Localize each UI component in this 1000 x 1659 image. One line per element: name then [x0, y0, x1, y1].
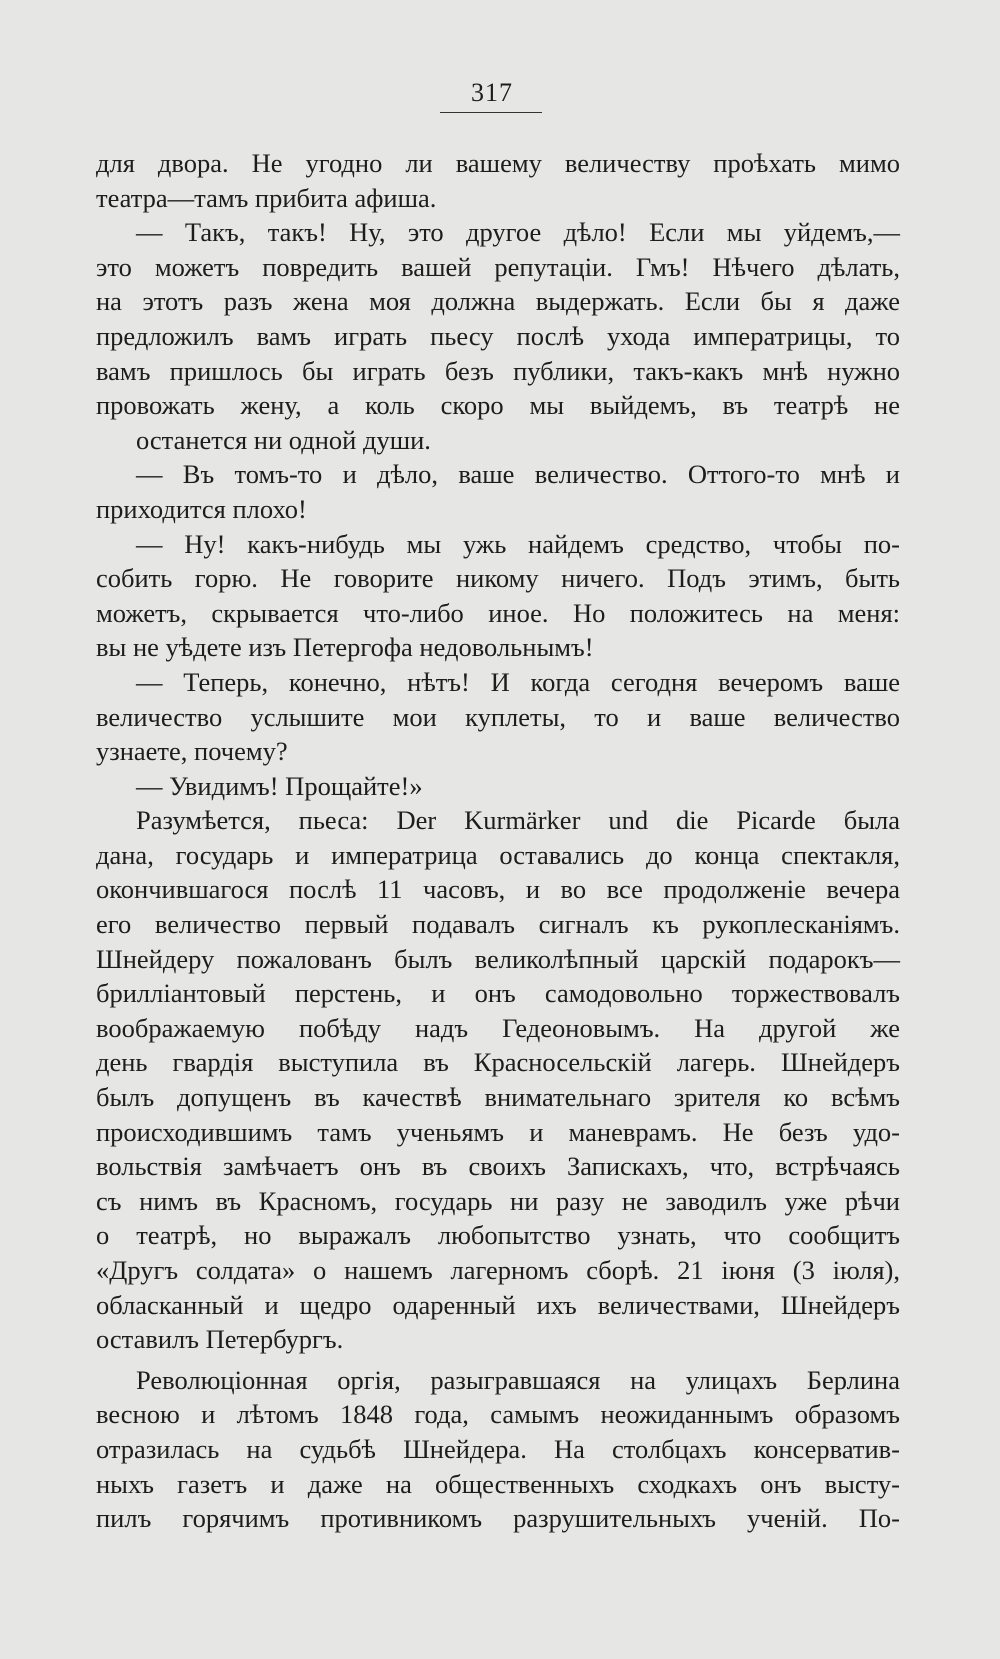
text-line: — Теперь, конечно, нѣтъ! И когда сегодня вечеромъ ваше [136, 666, 900, 697]
text-line: — Ну! какъ-нибудь мы ужь найдемъ средство, чтобы по- [136, 528, 900, 559]
text-line: отразилась на судьбѣ Шнейдера. На столбцахъ консерватив- [96, 1433, 900, 1464]
text-line: происходившимъ тамъ ученьямъ и маневрамъ. Не безъ удо- [96, 1116, 900, 1147]
text-line: пилъ горячимъ противникомъ разрушительныхъ ученій. По- [96, 1503, 900, 1534]
text-line: ныхъ газетъ и даже на общественныхъ сходкахъ онъ высту- [96, 1468, 900, 1499]
text-line: день гвардія выступила въ Красносельскій лагерь. Шнейдеръ [96, 1047, 900, 1078]
text-line: можетъ, скрывается что-либо иное. Но положитесь на меня: [96, 597, 900, 628]
text-line: приходится плохо! [96, 493, 307, 524]
text-line: провожать жену, а коль скоро мы выйдемъ, въ театрѣ не [96, 390, 900, 421]
text-line: театра—тамъ прибита афиша. [96, 182, 437, 213]
text-line: — Въ томъ-то и дѣло, ваше величество. Оттого-то мнѣ и [136, 459, 900, 490]
page-number-rule [440, 112, 542, 113]
text-line: останется ни одной души. [136, 424, 431, 455]
text-line: дана, государь и императрица оставались до конца спектакля, [96, 839, 900, 870]
text-line: оставилъ Петербургъ. [96, 1324, 344, 1355]
text-line: Разумѣется, пьеса: Der Kurmärker und die Picarde была [136, 805, 900, 836]
text-line: весною и лѣтомъ 1848 года, самымъ неожиданнымъ образомъ [96, 1399, 900, 1430]
text-line: воображаемую побѣду надъ Гедеоновымъ. На другой же [96, 1012, 900, 1043]
text-line: обласканный и щедро одаренный ихъ величествами, Шнейдеръ [96, 1289, 900, 1320]
text-line: узнаете, почему? [96, 736, 288, 767]
text-line: вы не уѣдете изъ Петергофа недовольнымъ! [96, 632, 594, 663]
text-line: собить горю. Не говорите никому ничего. Подъ этимъ, быть [96, 563, 900, 594]
text-line: бриллiантовый перстень, и онъ самодовольно торжествовалъ [96, 978, 900, 1009]
text-line: на этотъ разъ жена моя должна выдержать. Если бы я даже [96, 286, 900, 317]
text-line: «Другъ солдата» о нашемъ лагерномъ сборѣ. 21 іюня (3 іюля), [96, 1255, 900, 1285]
text-line: окончившагося послѣ 11 часовъ, и во все продолженіе вечера [96, 874, 900, 905]
text-line: это можетъ повредить вашей репутаціи. Гмъ! Нѣчего дѣлать, [96, 251, 900, 282]
text-line: о театрѣ, но выражалъ любопытство узнать, что сообщитъ [96, 1220, 900, 1251]
text-line: — Такъ, такъ! Ну, это другое дѣло! Если мы уйдемъ,— [136, 217, 900, 248]
text-line: величество услышите мои куплеты, то и ваше величество [96, 701, 900, 732]
text-line: предложилъ вамъ играть пьесу послѣ ухода императрицы, то [96, 320, 900, 351]
body-text [96, 146, 900, 1536]
text-line: вольствія замѣчаетъ онъ въ своихъ Запискахъ, что, встрѣчаясь [96, 1151, 900, 1182]
text-line: былъ допущенъ въ качествѣ внимательнаго зрителя ко всѣмъ [96, 1082, 900, 1113]
text-line: Шнейдеру пожалованъ былъ великолѣпный царскій подарокъ— [96, 943, 900, 974]
text-line: съ нимъ въ Красномъ, государь ни разу не заводилъ уже рѣчи [96, 1185, 900, 1216]
text-line: его величество первый подавалъ сигналъ къ рукоплесканіямъ. [96, 909, 900, 940]
text-line: Революціонная оргія, разыгравшаяся на улицахъ Берлина [136, 1364, 900, 1395]
page-number: 317 [471, 78, 513, 107]
text-line: вамъ пришлось бы играть безъ публики, такъ-какъ мнѣ нужно [96, 355, 900, 386]
text-line: — Увидимъ! Прощайте!» [136, 770, 423, 801]
text-line: для двора. Не угодно ли вашему величеству проѣхать мимо [96, 148, 900, 178]
